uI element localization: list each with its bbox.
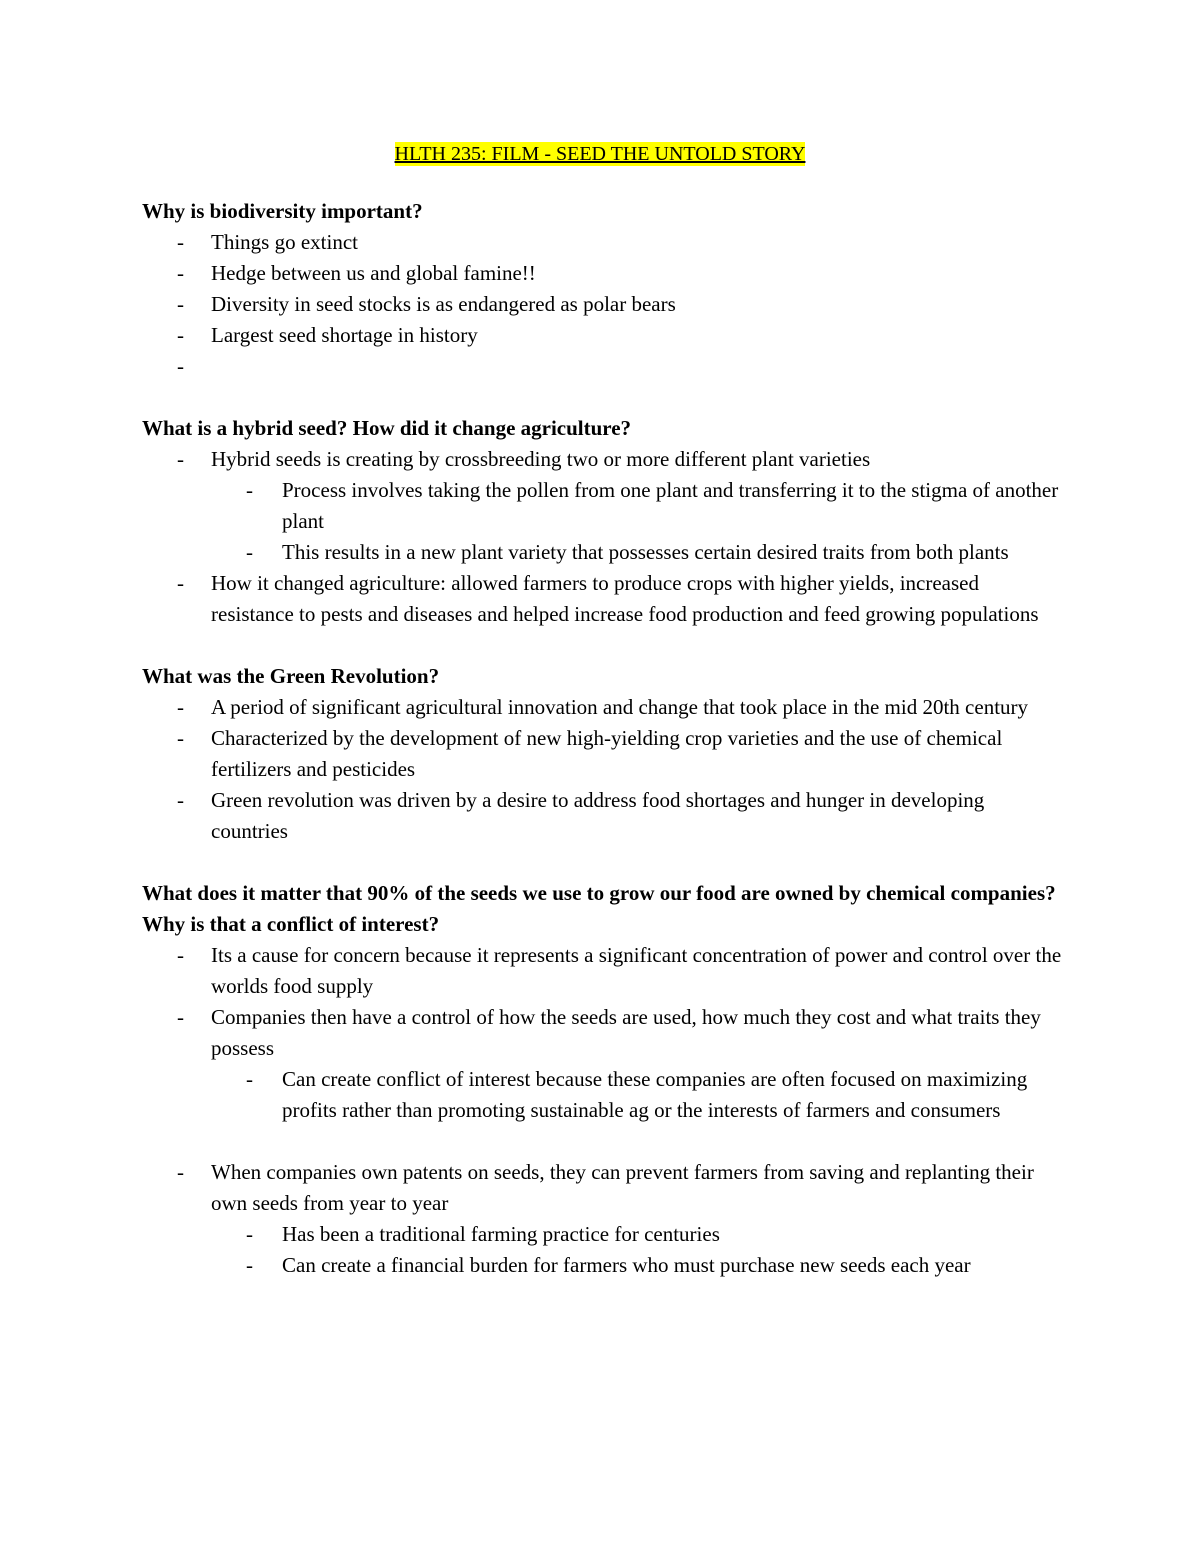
bullet-marker: -	[177, 292, 184, 316]
sub-bullet-list	[211, 475, 1062, 568]
bullet-marker: -	[246, 1067, 253, 1091]
list-item: - When companies own patents on seeds, they can prevent farmers from saving and replanting their own seeds from year to year - Has been a traditional farming practice for centuries - Can create a financial burden for farmers who must purchase new seeds each year	[142, 1157, 1062, 1281]
section-heading-hybrid-seed: What is a hybrid seed? How did it change agriculture?	[142, 416, 632, 440]
bullet-list-hybrid-seed	[142, 444, 1062, 630]
list-item: - Hedge between us and global famine!!	[142, 258, 1062, 289]
bullet-marker: -	[177, 230, 184, 254]
list-item: - Things go extinct	[142, 227, 1062, 258]
sub-list-item: - Can create conflict of interest because these companies are often focused on maximizing profits rather than promoting sustainable ag or the interests of farmers and consumers	[211, 1064, 1062, 1126]
spacer	[142, 382, 1062, 413]
bullet-marker: -	[177, 261, 184, 285]
page-title: HLTH 235: FILM - SEED THE UNTOLD STORY	[394, 143, 806, 165]
section-heading-seed-ownership: What does it matter that 90% of the seeds we use to grow our food are owned by chemical companies? Why is that a conflict of interest?	[142, 881, 1056, 936]
spacer	[142, 630, 1062, 661]
bullet-marker: -	[246, 478, 253, 502]
sub-list-item: - Can create a financial burden for farmers who must purchase new seeds each year	[211, 1250, 1062, 1281]
bullet-marker: -	[177, 571, 184, 595]
sub-list-item: - This results in a new plant variety that possesses certain desired traits from both plants	[211, 537, 1062, 568]
list-item: - A period of significant agricultural innovation and change that took place in the mid 20th century	[142, 692, 1062, 723]
list-item: - Diversity in seed stocks is as endangered as polar bears	[142, 289, 1062, 320]
bullet-marker: -	[177, 726, 184, 750]
bullet-list-seed-ownership	[142, 940, 1062, 1126]
list-item-empty	[142, 351, 1062, 382]
sub-list-item: - Process involves taking the pollen from one plant and transferring it to the stigma of another plant	[211, 475, 1062, 537]
bullet-marker: -	[177, 788, 184, 812]
list-item: - Its a cause for concern because it represents a significant concentration of power and control over the worlds food supply	[142, 940, 1062, 1002]
bullet-marker: -	[177, 943, 184, 967]
bullet-marker: -	[246, 1222, 253, 1246]
list-item: - Hybrid seeds is creating by crossbreeding two or more different plant varieties - Process involves taking the pollen from one plant and transferring it to the stigma of another plant - This results in a new plant variety that possesses certain desired traits from both plants	[142, 444, 1062, 568]
sub-list-item: - Has been a traditional farming practice for centuries	[211, 1219, 1062, 1250]
title-wrap	[0, 138, 1200, 170]
section-heading-biodiversity: Why is biodiversity important?	[142, 199, 423, 223]
bullet-list-biodiversity	[142, 227, 1062, 382]
list-item: - Companies then have a control of how the seeds are used, how much they cost and what traits they possess - Can create conflict of interest because these companies are often focused on maximizing profits rather than promoting sustainable ag or the interests of farmers and consumers	[142, 1002, 1062, 1126]
sub-bullet-list	[211, 1219, 1062, 1281]
spacer	[142, 1126, 1062, 1157]
list-item: - Largest seed shortage in history	[142, 320, 1062, 351]
spacer	[142, 847, 1062, 878]
bullet-marker: -	[177, 323, 184, 347]
list-item: - How it changed agriculture: allowed farmers to produce crops with higher yields, increased resistance to pests and diseases and helped increase food production and feed growing populations	[142, 568, 1062, 630]
bullet-marker: -	[177, 354, 184, 378]
bullet-marker: -	[177, 1160, 184, 1184]
section-heading-green-revolution: What was the Green Revolution?	[142, 664, 440, 688]
bullet-marker: -	[246, 540, 253, 564]
list-item: - Green revolution was driven by a desire to address food shortages and hunger in developing countries	[142, 785, 1062, 847]
bullet-marker: -	[177, 447, 184, 471]
bullet-list-seed-patents	[142, 1157, 1062, 1281]
bullet-marker: -	[177, 695, 184, 719]
document-body	[142, 196, 1062, 1281]
bullet-marker: -	[177, 1005, 184, 1029]
bullet-marker: -	[246, 1253, 253, 1277]
bullet-list-green-revolution	[142, 692, 1062, 847]
sub-bullet-list	[211, 1064, 1062, 1126]
list-item: - Characterized by the development of new high-yielding crop varieties and the use of chemical fertilizers and pesticides	[142, 723, 1062, 785]
